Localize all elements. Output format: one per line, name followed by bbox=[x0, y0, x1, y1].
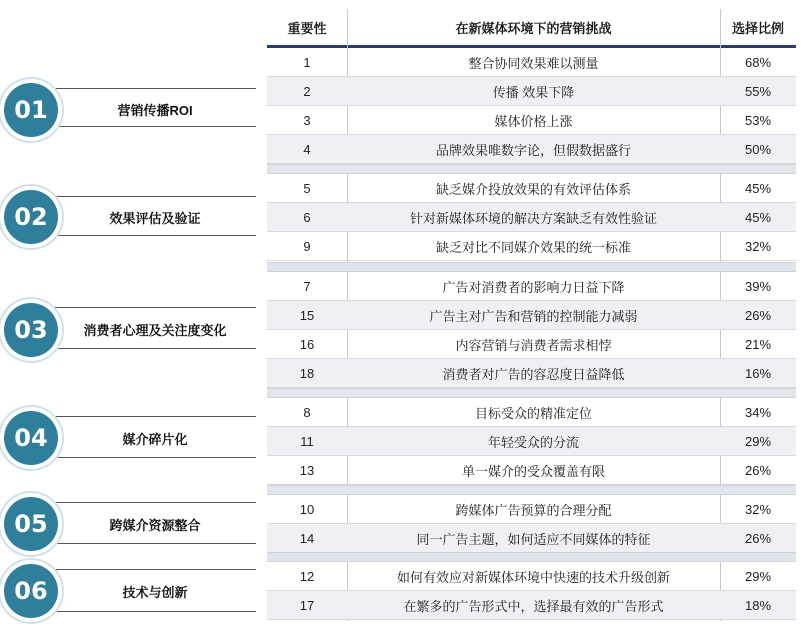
table-row bbox=[267, 77, 796, 106]
category-label: 媒介碎片化 bbox=[122, 432, 188, 447]
challenge-group-4 bbox=[267, 388, 796, 485]
category-label: 跨媒介资源整合 bbox=[109, 518, 201, 533]
row-rank: 1 bbox=[303, 54, 311, 70]
row-rank: 15 bbox=[299, 307, 315, 323]
row-challenge: 整合协同效果难以测量 bbox=[468, 55, 599, 71]
row-pct: 29% bbox=[744, 433, 772, 449]
challenge-group-5 bbox=[267, 485, 796, 553]
row-pct: 21% bbox=[744, 336, 772, 352]
table-row bbox=[267, 203, 796, 232]
row-challenge: 内容营销与消费者需求相悖 bbox=[455, 337, 612, 353]
table-row bbox=[267, 174, 796, 203]
row-challenge: 目标受众的精准定位 bbox=[474, 405, 592, 421]
table-row bbox=[267, 456, 796, 485]
challenge-group-2 bbox=[267, 164, 796, 261]
category-label: 效果评估及验证 bbox=[109, 211, 201, 226]
category-bottom-line bbox=[50, 543, 256, 544]
row-pct: 32% bbox=[744, 238, 772, 254]
row-challenge: 针对新媒体环境的解决方案缺乏有效性验证 bbox=[409, 210, 657, 226]
table-row bbox=[267, 106, 796, 135]
row-rank: 7 bbox=[303, 278, 311, 294]
table-row bbox=[267, 301, 796, 330]
category-top-line bbox=[50, 88, 256, 89]
category-label: 消费者心理及关注度变化 bbox=[83, 323, 227, 338]
row-pct: 32% bbox=[744, 501, 772, 517]
challenge-group-1 bbox=[267, 48, 796, 164]
row-challenge: 消费者对广告的容忍度日益降低 bbox=[442, 366, 625, 382]
row-rank: 5 bbox=[303, 180, 311, 196]
table-row bbox=[267, 232, 796, 261]
category-number-badge: 01 bbox=[4, 83, 58, 137]
group-separator bbox=[267, 485, 796, 495]
category-bottom-line bbox=[50, 611, 256, 612]
row-challenge: 同一广告主题，如何适应不同媒体的特征 bbox=[416, 531, 651, 547]
challenge-group-3 bbox=[267, 262, 796, 388]
row-challenge: 缺乏对比不同媒介效果的统一标准 bbox=[435, 239, 631, 255]
row-pct: 29% bbox=[744, 568, 772, 584]
row-rank: 17 bbox=[299, 597, 315, 613]
group-separator bbox=[267, 262, 796, 272]
row-challenge: 广告对消费者的影响力日益下降 bbox=[442, 279, 625, 295]
table-row bbox=[267, 398, 796, 427]
row-pct: 53% bbox=[744, 112, 772, 128]
table-row bbox=[267, 562, 796, 591]
row-pct: 45% bbox=[744, 180, 772, 196]
row-pct: 39% bbox=[744, 278, 772, 294]
row-rank: 12 bbox=[299, 568, 315, 584]
row-challenge: 单一媒介的受众覆盖有限 bbox=[461, 463, 605, 479]
table-row bbox=[267, 524, 796, 553]
table-row bbox=[267, 48, 796, 77]
category-number-badge: 03 bbox=[4, 303, 58, 357]
row-challenge: 广告主对广告和营销的控制能力减弱 bbox=[429, 308, 638, 324]
header-challenge: 在新媒体环境下的营销挑战 bbox=[455, 20, 612, 36]
row-rank: 13 bbox=[299, 462, 315, 478]
header-importance: 重要性 bbox=[287, 20, 327, 36]
row-rank: 4 bbox=[303, 141, 311, 157]
row-pct: 68% bbox=[744, 54, 772, 70]
category-bottom-line bbox=[50, 457, 256, 458]
table-row bbox=[267, 427, 796, 456]
row-pct: 55% bbox=[744, 83, 772, 99]
row-pct: 26% bbox=[744, 462, 772, 478]
table-row bbox=[267, 330, 796, 359]
category-bottom-line bbox=[50, 235, 256, 236]
row-pct: 16% bbox=[744, 365, 772, 381]
group-separator bbox=[267, 388, 796, 398]
row-rank: 11 bbox=[300, 433, 314, 449]
category-top-line bbox=[50, 307, 256, 308]
category-top-line bbox=[50, 416, 256, 417]
row-rank: 2 bbox=[303, 83, 311, 99]
row-rank: 9 bbox=[303, 238, 311, 254]
table-row bbox=[267, 272, 796, 301]
row-challenge: 年轻受众的分流 bbox=[487, 434, 579, 450]
category-top-line bbox=[50, 502, 256, 503]
category-number-badge: 04 bbox=[4, 411, 58, 465]
row-challenge: 品牌效果唯数字论，但假数据盛行 bbox=[435, 142, 631, 158]
row-challenge: 媒体价格上涨 bbox=[494, 113, 573, 129]
row-challenge: 如何有效应对新媒体环境中快速的技术升级创新 bbox=[396, 569, 670, 585]
row-pct: 26% bbox=[744, 307, 772, 323]
header-ratio: 选择比例 bbox=[731, 20, 784, 36]
row-rank: 10 bbox=[299, 501, 315, 517]
table-row bbox=[267, 495, 796, 524]
group-separator bbox=[267, 164, 796, 174]
category-top-line bbox=[50, 569, 256, 570]
row-rank: 6 bbox=[303, 209, 311, 225]
challenge-group-6 bbox=[267, 552, 796, 620]
table-row bbox=[267, 135, 796, 164]
category-label: 技术与创新 bbox=[122, 585, 188, 600]
row-rank: 18 bbox=[299, 365, 315, 381]
row-challenge: 传播 效果下降 bbox=[492, 84, 575, 100]
row-rank: 14 bbox=[299, 530, 315, 546]
row-challenge: 在繁多的广告形式中，选择最有效的广告形式 bbox=[403, 598, 664, 614]
row-rank: 8 bbox=[303, 404, 311, 420]
table-row bbox=[267, 591, 796, 620]
category-bottom-line bbox=[50, 348, 256, 349]
group-separator bbox=[267, 552, 796, 562]
row-pct: 18% bbox=[744, 597, 772, 613]
row-rank: 3 bbox=[303, 112, 311, 128]
category-number-badge: 06 bbox=[4, 564, 58, 618]
category-number-badge: 05 bbox=[4, 497, 58, 551]
category-bottom-line bbox=[50, 126, 256, 127]
row-rank: 16 bbox=[299, 336, 315, 352]
table-row bbox=[267, 359, 796, 388]
row-pct: 50% bbox=[744, 141, 772, 157]
row-pct: 45% bbox=[744, 209, 772, 225]
category-label: 营销传播ROI bbox=[117, 103, 193, 118]
row-pct: 34% bbox=[744, 404, 772, 420]
row-challenge: 跨媒体广告预算的合理分配 bbox=[455, 502, 612, 518]
row-challenge: 缺乏媒介投放效果的有效评估体系 bbox=[435, 181, 631, 197]
category-number-badge: 02 bbox=[4, 190, 58, 244]
row-pct: 26% bbox=[744, 530, 772, 546]
category-top-line bbox=[50, 196, 256, 197]
